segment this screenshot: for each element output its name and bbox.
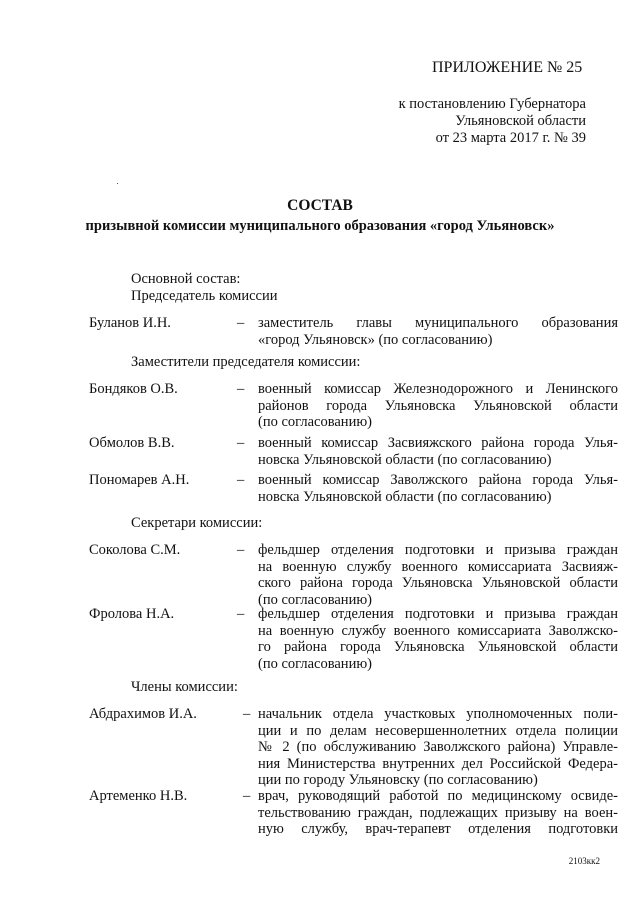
dash-separator: – bbox=[243, 706, 251, 722]
dash-separator: – bbox=[237, 315, 245, 331]
person-description: военный комиссар Заволжского района города Улья- новска Ульяновской области (по согласованию) bbox=[258, 472, 618, 505]
section-secretaries: Секретари комиссии: bbox=[131, 515, 263, 531]
document-subtitle: призывной комиссии муниципального образования «город Ульяновск» bbox=[85, 218, 555, 234]
dash-separator: – bbox=[237, 542, 245, 558]
document-code: 2103кк2 bbox=[568, 856, 600, 866]
reference-line: Ульяновской области bbox=[455, 113, 586, 129]
person-name: Абдрахимов И.А. bbox=[89, 706, 197, 722]
person-description: начальник отдела участковых уполномоченных поли- ции и по делам несовершеннолетних отдела полиции № 2 (по обслуживанию Заволжского района) Управле- ния Министерства внутренних дел Российской Федера- ции по городу Ульяновску (по согласованию) bbox=[258, 706, 618, 788]
dash-separator: – bbox=[237, 606, 245, 622]
section-main: Основной состав: bbox=[131, 271, 241, 287]
section-chair: Председатель комиссии bbox=[131, 288, 278, 304]
person-name: Буланов И.Н. bbox=[89, 315, 171, 331]
person-description: заместитель главы муниципального образования «город Ульяновск» (по согласованию) bbox=[258, 315, 618, 348]
person-name: Пономарев А.Н. bbox=[89, 472, 190, 488]
section-deputies: Заместители председателя комиссии: bbox=[131, 354, 361, 370]
appendix-number: ПРИЛОЖЕНИЕ № 25 bbox=[432, 59, 583, 76]
dash-separator: – bbox=[237, 381, 245, 397]
dash-separator: – bbox=[243, 788, 251, 804]
person-description: фельдшер отделения подготовки и призыва граждан на военную службу военного комиссариата Засвияж- ского района города Ульяновска Ульяновской области (по согласованию) bbox=[258, 542, 618, 608]
person-name: Фролова Н.А. bbox=[89, 606, 175, 622]
reference-line: от 23 марта 2017 г. № 39 bbox=[435, 130, 586, 146]
reference-line: к постановлению Губернатора bbox=[398, 96, 586, 112]
section-members: Члены комиссии: bbox=[131, 679, 238, 695]
document-title: СОСТАВ bbox=[287, 197, 353, 214]
person-description: военный комиссар Засвияжского района города Улья- новска Ульяновской области (по согласованию) bbox=[258, 435, 618, 468]
person-name: Артеменко Н.В. bbox=[89, 788, 188, 804]
person-name: Бондяков О.В. bbox=[89, 381, 178, 397]
dash-separator: – bbox=[237, 435, 245, 451]
person-description: фельдшер отделения подготовки и призыва граждан на военную службу военного комиссариата Заволжско- го района города Ульяновска Ульяновской области (по согласованию) bbox=[258, 606, 618, 672]
scan-speck bbox=[117, 183, 118, 184]
person-description: врач, руководящий работой по медицинскому освиде- тельствованию граждан, подлежащих призыву на воен- ную службу, врач-терапевт отделения подготовки bbox=[258, 788, 618, 837]
dash-separator: – bbox=[237, 472, 245, 488]
person-name: Обмолов В.В. bbox=[89, 435, 175, 451]
person-description: военный комиссар Железнодорожного и Ленинского районов города Ульяновска Ульяновской области (по согласованию) bbox=[258, 381, 618, 430]
person-name: Соколова С.М. bbox=[89, 542, 181, 558]
